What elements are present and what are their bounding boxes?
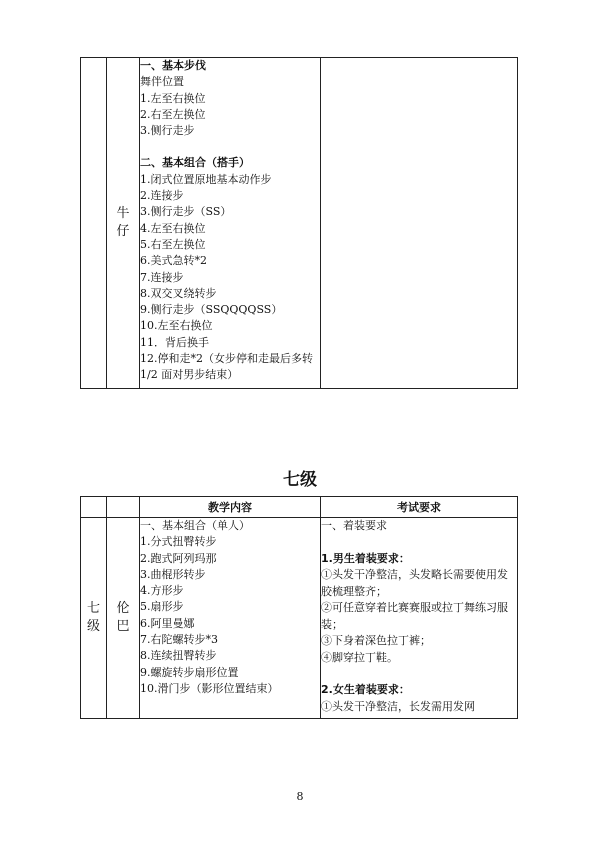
- level-char: 七: [86, 601, 100, 616]
- content-heading: 一、基本步伐: [140, 59, 206, 72]
- content-line: 11．背后换手: [140, 335, 209, 349]
- content-line: 2.连接步: [140, 189, 184, 203]
- dance-char: 仔: [116, 224, 130, 239]
- level-label: [87, 600, 101, 636]
- content-line: 1.闭式位置原地基本动作步: [140, 172, 272, 186]
- content-line: 6.阿里曼娜: [140, 616, 195, 630]
- jive-table: [80, 57, 518, 389]
- page-number: 8: [296, 790, 304, 803]
- content-heading: 二、基本组合（搭手）: [140, 156, 250, 170]
- dance-name-rumba: [116, 600, 130, 636]
- dance-name-cell: [107, 58, 140, 389]
- content-line: 8.双交叉绕转步: [140, 286, 217, 300]
- content-line: 3.侧行走步: [140, 124, 195, 138]
- content-line: 5.右至左换位: [140, 237, 206, 251]
- requirement-line: ①头发干净整洁，头发略长需要使用发胶梳理整齐；: [321, 568, 508, 598]
- level-seven-table: [80, 496, 518, 719]
- requirement-subheading: 1.男生着装要求：: [321, 551, 410, 565]
- content-gap: [140, 139, 320, 155]
- requirement-subheading: 2.女生着装要求：: [321, 683, 410, 696]
- teaching-content-cell: [140, 58, 321, 389]
- header-empty: [107, 497, 140, 518]
- requirement-heading: 一、着装要求: [321, 519, 387, 532]
- content-line: 10.左至右换位: [140, 319, 213, 333]
- requirement-gap: [321, 535, 517, 551]
- content-line: 8.连续扭臀转步: [140, 649, 217, 663]
- dance-char: 巴: [116, 619, 130, 634]
- content-line: 4.左至右换位: [140, 221, 206, 235]
- content-line: 6.美式急转*2: [140, 254, 207, 268]
- content-line: 舞伴位置: [140, 75, 184, 89]
- content-line: 12.停和走*2（女步停和走最后多转1/2 面对男步结束）: [140, 352, 313, 382]
- content-line: 7.连接步: [140, 270, 184, 284]
- content-line: 3.曲棍形转步: [140, 567, 206, 581]
- content-line: 2.右至左换位: [140, 107, 206, 121]
- header-teaching-content: 教学内容: [140, 497, 321, 518]
- dance-name-jive: [116, 205, 130, 241]
- content-line: 10.滑门步（影形位置结束）: [140, 681, 279, 695]
- content-line: 4.方形步: [140, 584, 184, 598]
- content-line: 5.扇形步: [140, 600, 184, 614]
- header-exam-requirements: 考试要求: [321, 497, 518, 518]
- level-cell: [81, 518, 107, 719]
- table-row: [81, 518, 518, 719]
- content-line: 3.侧行走步（SS）: [140, 205, 232, 219]
- content-line: 1.左至右换位: [140, 91, 206, 105]
- exam-requirements-cell: [321, 518, 518, 719]
- section-title: 七级: [283, 470, 317, 490]
- level-char: 级: [86, 619, 100, 634]
- content-line: 7.右陀螺转步*3: [140, 633, 218, 647]
- dance-char: 伦: [116, 601, 130, 616]
- content-line: 9.侧行走步（SSQQQQSS）: [140, 303, 283, 317]
- content-heading: 一、基本组合（单人）: [140, 519, 250, 532]
- content-line: 2.跑式阿列玛那: [140, 551, 217, 565]
- requirement-line: ③下身着深色拉丁裤；: [321, 634, 431, 647]
- dance-name-cell: [107, 518, 140, 719]
- teaching-content-cell: [140, 518, 321, 719]
- dance-char: 牛: [116, 206, 130, 221]
- header-empty: [81, 497, 107, 518]
- level-cell-empty: [81, 58, 107, 389]
- requirements-cell-empty: [321, 58, 518, 389]
- table-header-row: [81, 497, 518, 518]
- requirement-gap: [321, 666, 517, 682]
- requirement-line: ①头发干净整洁，长发需用发网: [321, 699, 475, 713]
- requirement-line: ②可任意穿着比赛赛服或拉丁舞练习服装；: [321, 601, 508, 631]
- content-line: 9.螺旋转步扇形位置: [140, 665, 239, 679]
- content-line: 1.分式扭臀转步: [140, 535, 217, 549]
- requirement-line: ④脚穿拉丁鞋。: [321, 650, 398, 664]
